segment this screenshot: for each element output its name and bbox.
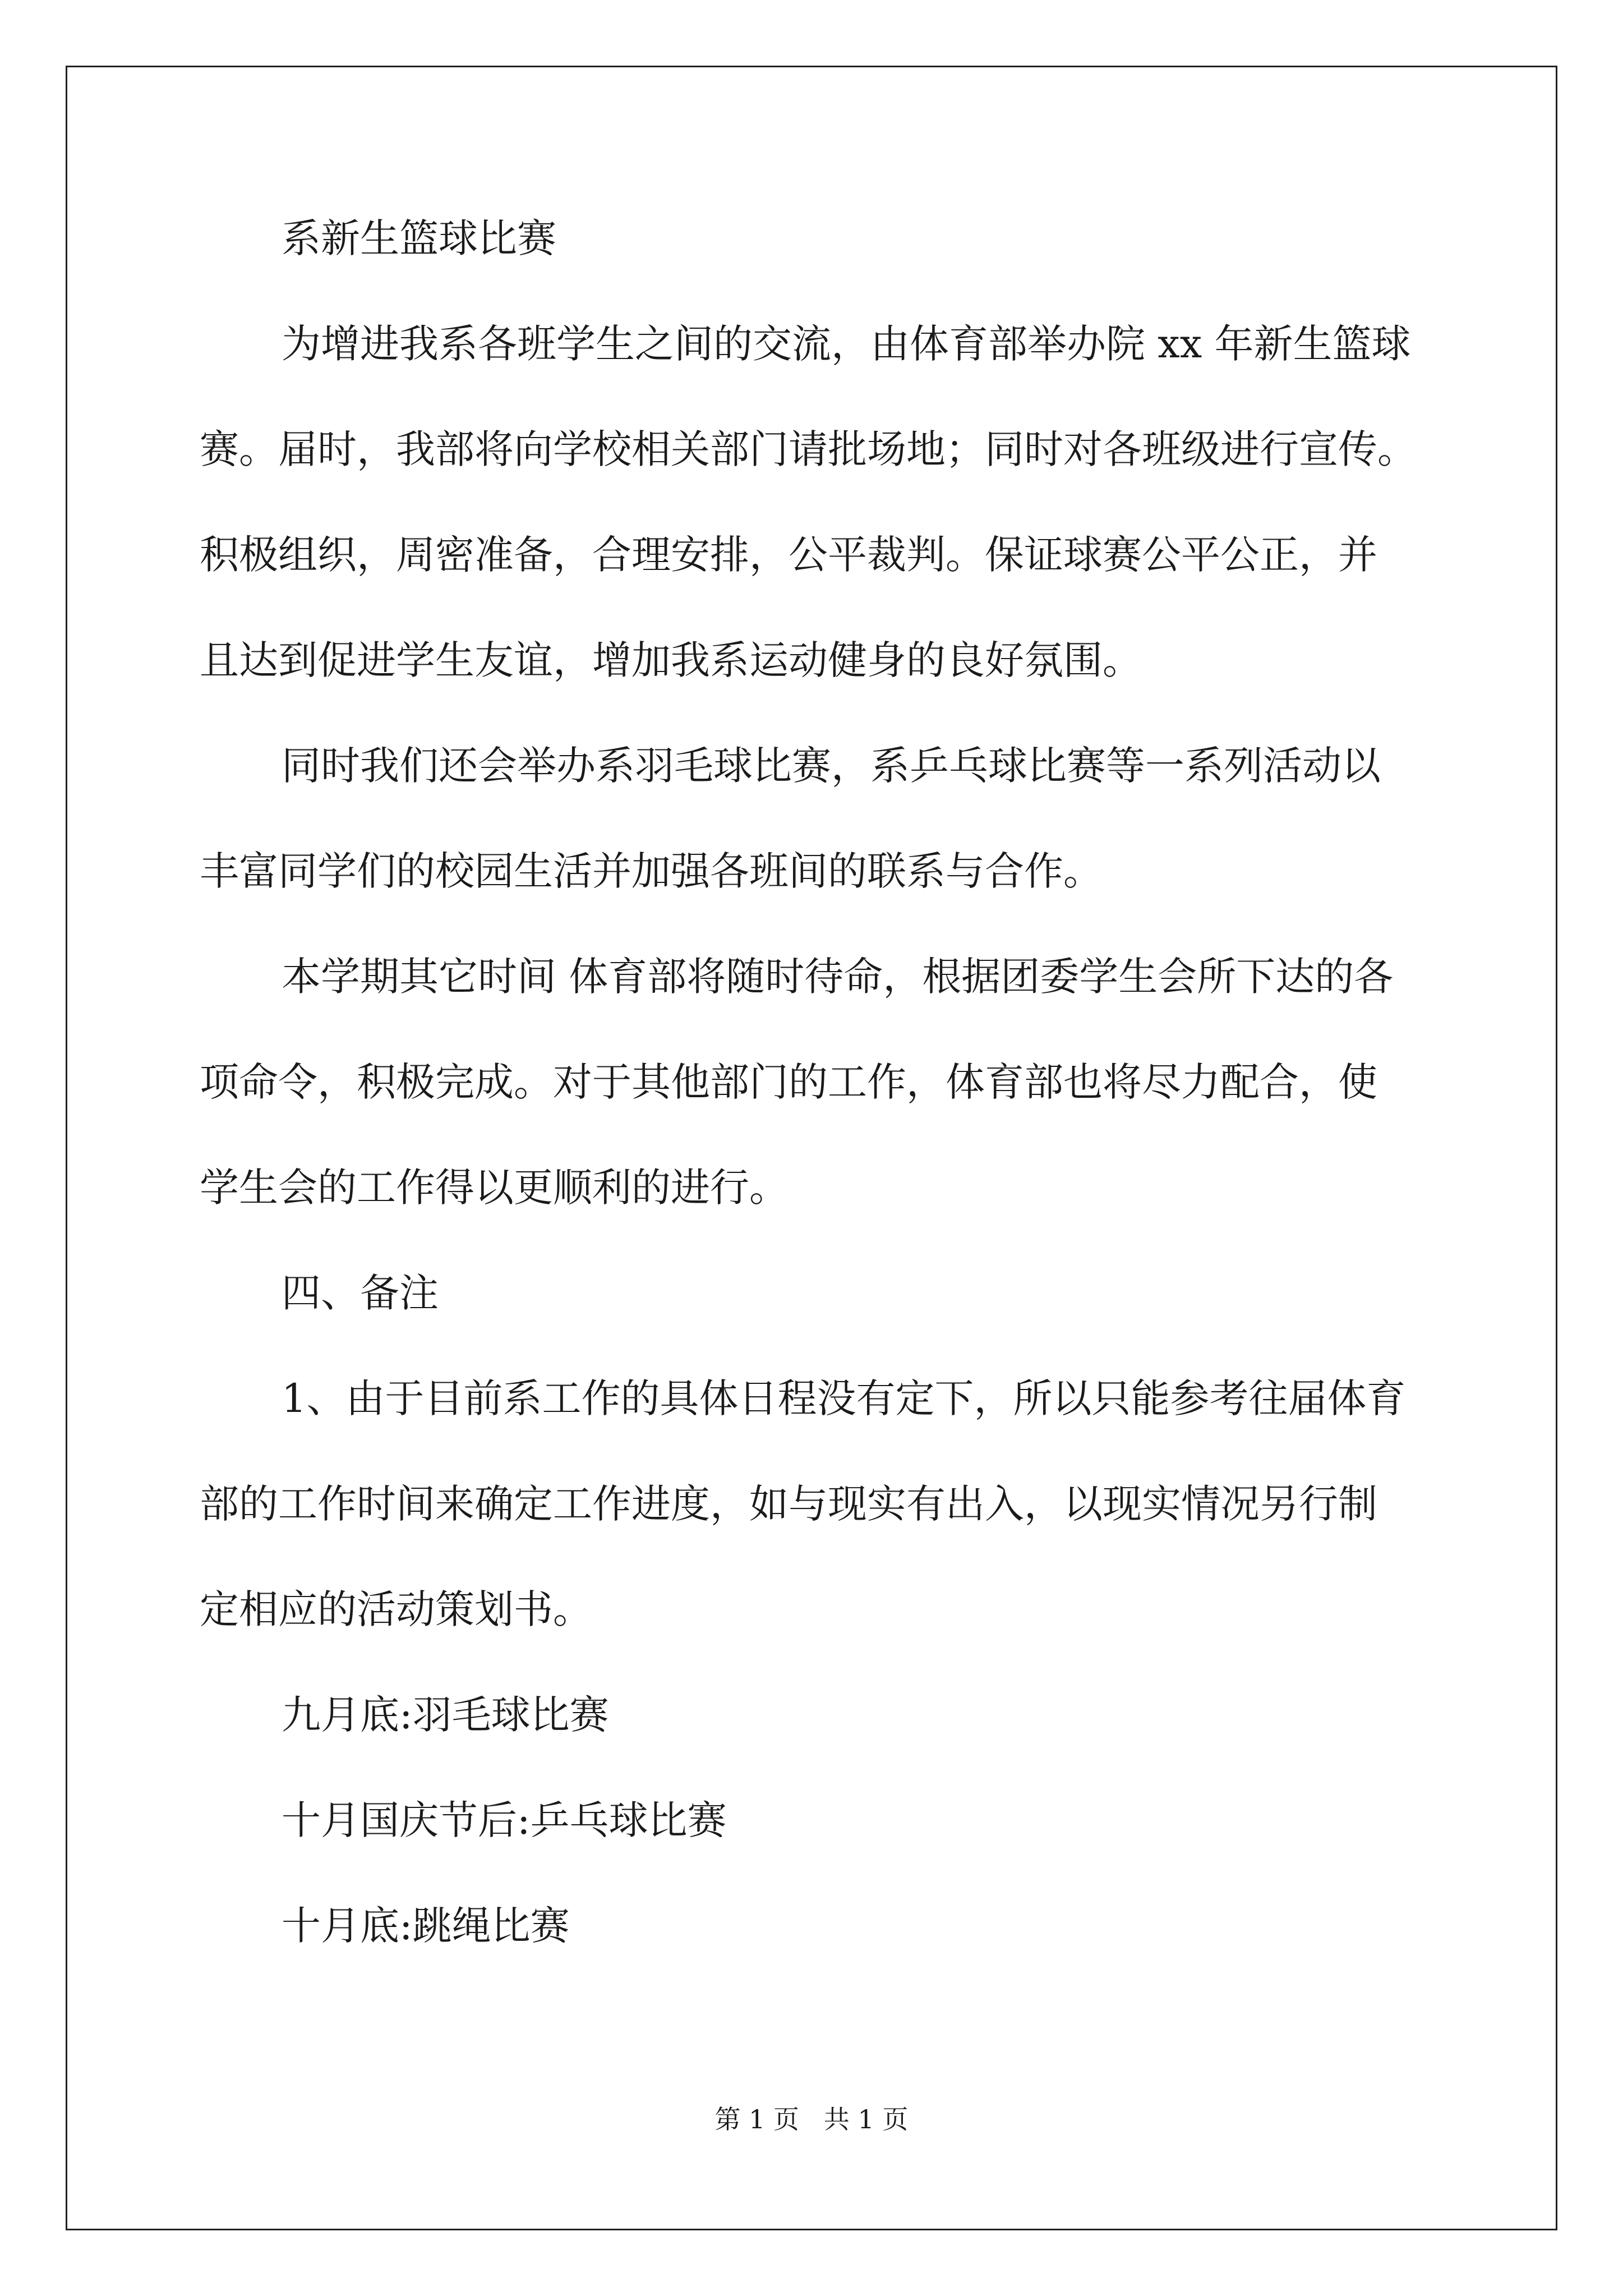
paragraph-line: 1、由于目前系工作的具体日程没有定下，所以只能参考往届体育 xyxy=(282,1375,1406,1421)
schedule-item: 十月国庆节后:乒乓球比赛 xyxy=(282,1797,727,1843)
paragraph-line: 丰富同学们的校园生活并加强各班间的联系与合作。 xyxy=(200,848,1103,894)
page-number-footer: 第 1 页 共 1 页 xyxy=(714,2104,909,2134)
section-heading-notes: 四、备注 xyxy=(282,1270,439,1316)
paragraph-line: 项命令，积极完成。对于其他部门的工作，体育部也将尽力配合，使 xyxy=(200,1059,1377,1105)
paragraph-line: 部的工作时间来确定工作进度，如与现实有出入，以现实情况另行制 xyxy=(200,1481,1377,1527)
paragraph-line: 为增进我系各班学生之间的交流，由体育部举办院 xx 年新生篮球 xyxy=(282,321,1411,367)
section-heading-basketball: 系新生篮球比赛 xyxy=(282,215,556,261)
paragraph-line: 同时我们还会举办系羽毛球比赛，系乒乓球比赛等一系列活动以 xyxy=(282,743,1381,789)
paragraph-line: 定相应的活动策划书。 xyxy=(200,1586,592,1632)
paragraph-line: 积极组织，周密准备，合理安排，公平裁判。保证球赛公平公正，并 xyxy=(200,532,1377,578)
paragraph-line: 且达到促进学生友谊，增加我系运动健身的良好氛围。 xyxy=(200,637,1142,683)
schedule-item: 九月底:羽毛球比赛 xyxy=(282,1692,609,1738)
paragraph-line: 赛。届时，我部将向学校相关部门请批场地；同时对各班级进行宣传。 xyxy=(200,426,1417,472)
paragraph-line: 本学期其它时间 体育部将随时待命，根据团委学生会所下达的各 xyxy=(282,954,1394,1000)
schedule-item: 十月底:跳绳比赛 xyxy=(282,1903,570,1949)
paragraph-line: 学生会的工作得以更顺利的进行。 xyxy=(200,1165,789,1211)
